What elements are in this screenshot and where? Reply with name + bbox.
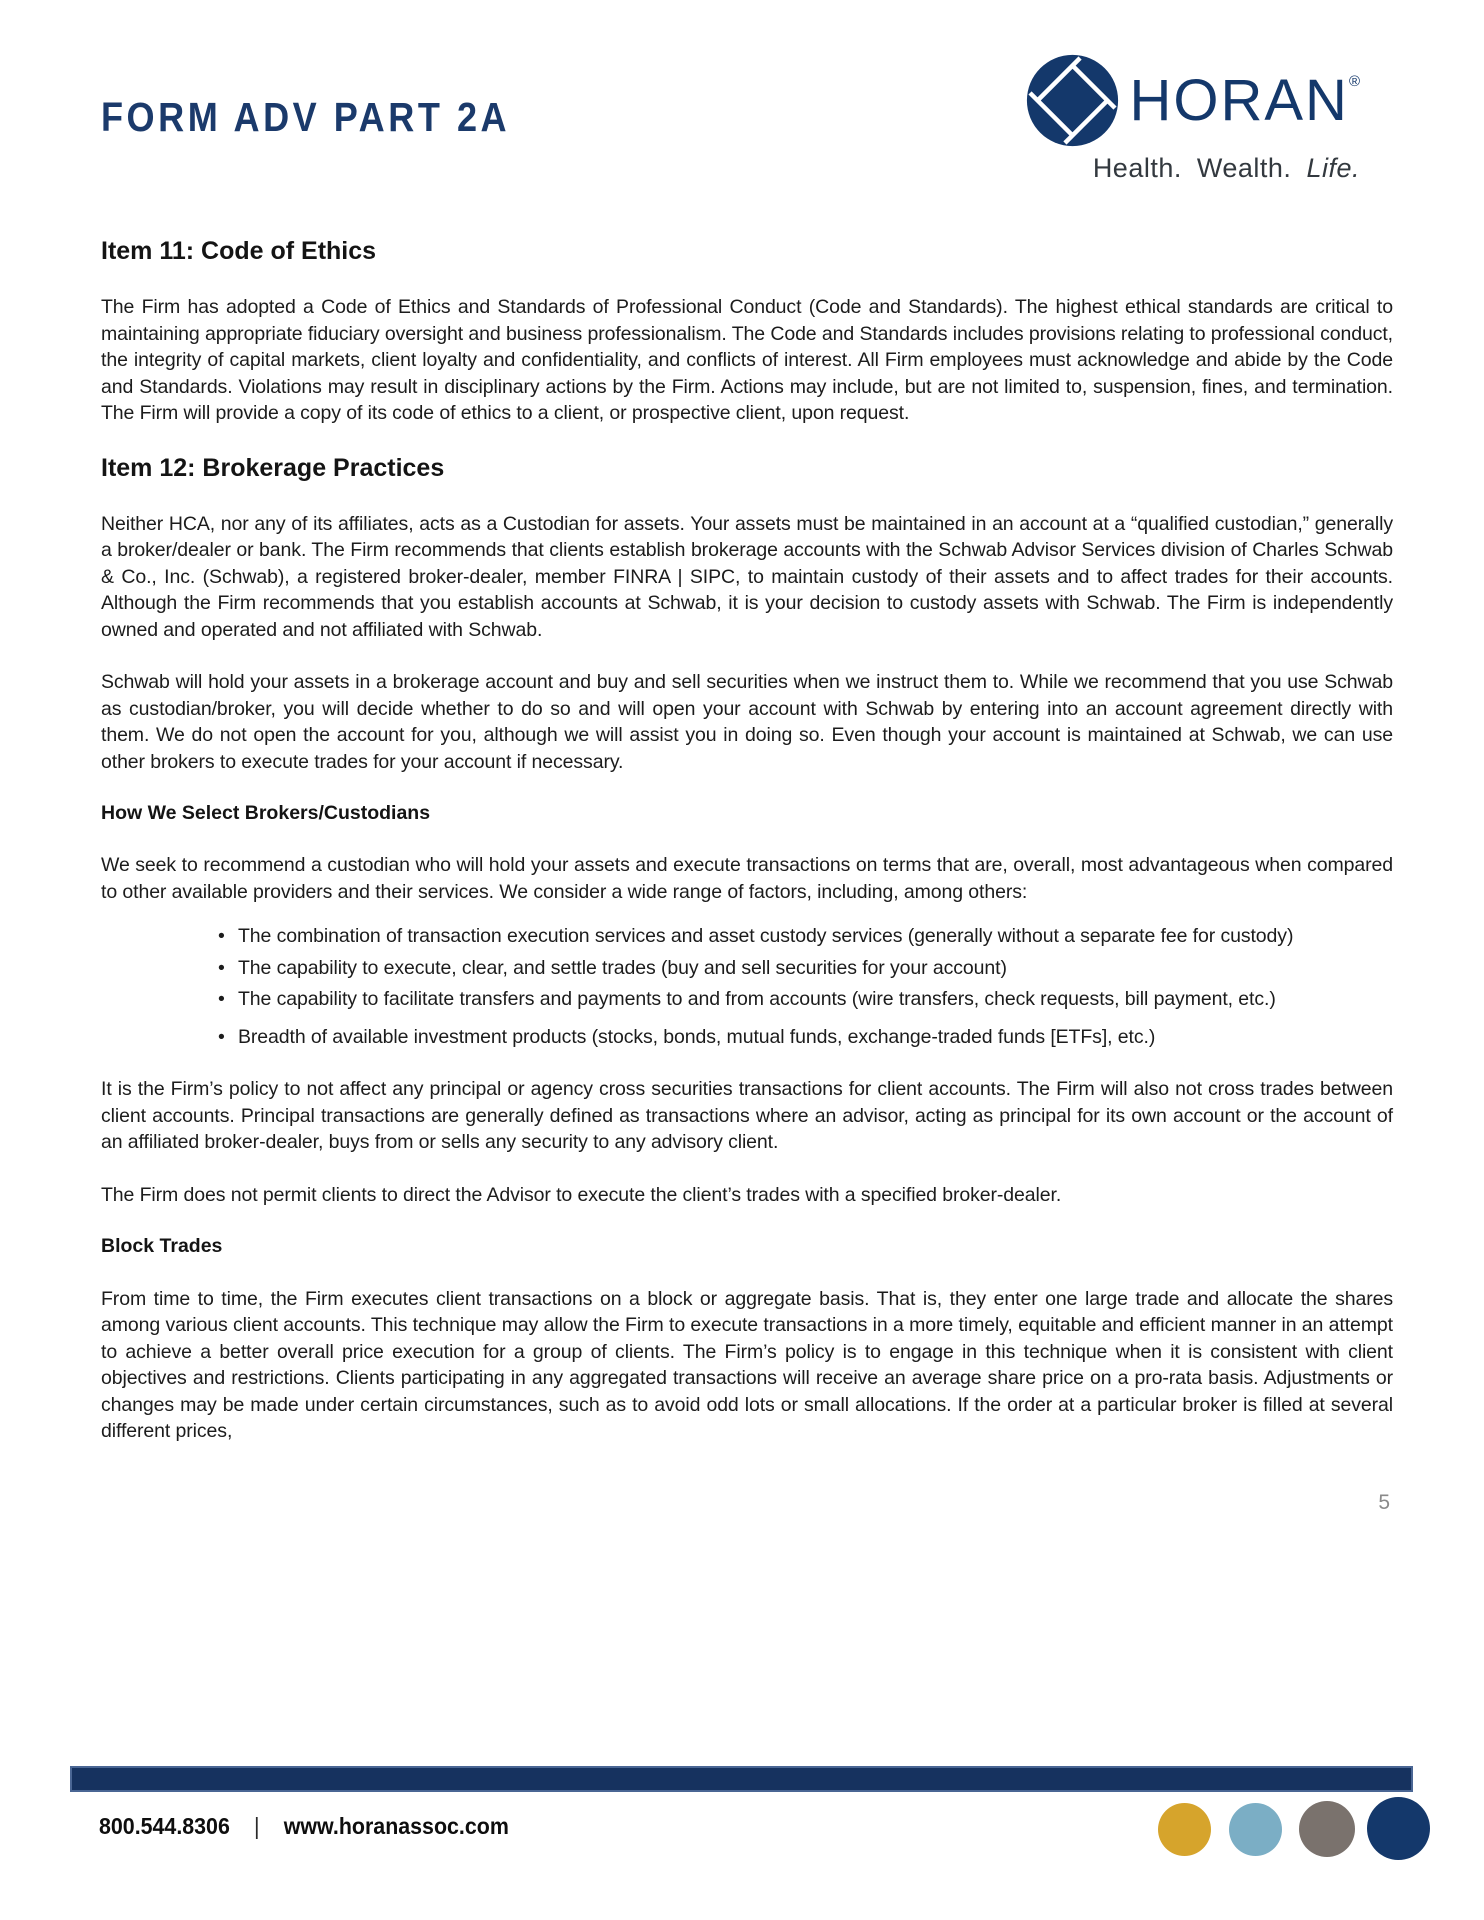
list-item: • The capability to execute, clear, and settle trades (buy and sell securities for your account)	[218, 955, 1393, 982]
brokers-custodians-intro: We seek to recommend a custodian who will hold your assets and execute transactions on terms that are, overall, most advantageous when compared to other available providers and their services. We consider a wide range of factors, including, among others:	[101, 854, 1393, 903]
logo-wordmark: HORAN®	[1129, 67, 1362, 133]
footer-website: www.horanassoc.com	[283, 1813, 509, 1839]
directed-brokerage-paragraph: The Firm does not permit clients to direct the Advisor to execute the client’s trades with a specified broker-dealer.	[101, 1183, 1062, 1206]
footer-phone: 800.544.8306	[99, 1813, 230, 1839]
footer-contact	[99, 1813, 509, 1840]
tagline-wealth: Wealth.	[1196, 153, 1292, 183]
item11-paragraph: The Firm has adopted a Code of Ethics and Standards of Professional Conduct (Code and Standards). The highest ethical standards are critical to maintaining appropriate fiduciary oversight and business professionalism. The Code and Standards includes provisions relating to professional conduct, the integrity of capital markets, client loyalty and confidentiality, and conflicts of interest. All Firm employees must acknowledge and abide by the Code and Standards. Violations may result in disciplinary actions by the Firm. Actions may include, but are not limited to, suspension, fines, and termination. The Firm will provide a copy of its code of ethics to a client, or prospective client, upon request.	[101, 296, 1393, 424]
document-body	[101, 236, 1393, 1471]
footer-dot-light-blue	[1229, 1803, 1282, 1856]
list-item: • The combination of transaction execution services and asset custody services (generally without a separate fee for custody)	[218, 923, 1393, 950]
broker-selection-factors-list	[101, 923, 1393, 1050]
footer-dot-navy	[1367, 1797, 1430, 1860]
tagline-health: Health.	[1092, 153, 1182, 183]
footer-dot-gray	[1299, 1801, 1355, 1857]
list-item: • The capability to facilitate transfers and payments to and from accounts (wire transfers, check requests, bill payment, etc.)	[218, 986, 1393, 1013]
logo-tagline	[1012, 153, 1362, 184]
item12-heading: Item 12: Brokerage Practices	[101, 453, 445, 482]
horan-logo	[1012, 52, 1362, 184]
footer-dot-gold	[1158, 1803, 1211, 1856]
tagline-life: Life.	[1306, 153, 1360, 183]
block-trades-heading: Block Trades	[101, 1235, 223, 1258]
footer-accent-bar	[70, 1766, 1413, 1792]
brokers-custodians-heading: How We Select Brokers/Custodians	[101, 802, 431, 824]
footer-separator: |	[254, 1813, 260, 1839]
block-trades-paragraph: From time to time, the Firm executes client transactions on a block or aggregate basis. That is, they enter one large trade and allocate the shares among various client accounts. This technique may allow the Firm to execute transactions in a more timely, equitable and efficient manner in an attempt to achieve a better overall price execution for a group of clients. The Firm’s policy is to engage in this technique when it is consistent with client objectives and restrictions. Clients participating in any aggregated transactions will receive an average share price on a pro-rata basis. Adjustments or changes may be made under certain circumstances, such as to avoid odd lots or small allocations. If the order at a particular broker is filled at several different prices,	[101, 1287, 1393, 1443]
page-number: 5	[1378, 1491, 1390, 1514]
page-title: FORM ADV PART 2A	[101, 94, 511, 140]
list-item: • Breadth of available investment products (stocks, bonds, mutual funds, exchange-traded funds [ETFs], etc.)	[218, 1024, 1393, 1051]
item12-paragraph-1: Neither HCA, nor any of its affiliates, acts as a Custodian for assets. Your assets must be maintained in an account at a “qualified custodian,” generally a broker/dealer or bank. The Firm recommends that clients establish brokerage accounts with the Schwab Advisor Services division of Charles Schwab & Co., Inc. (Schwab), a registered broker-dealer, member FINRA | SIPC, to maintain custody of their assets and to affect trades for their accounts. Although the Firm recommends that you establish accounts at Schwab, it is your decision to custody assets with Schwab. The Firm is independently owned and operated and not affiliated with Schwab.	[101, 512, 1393, 641]
horan-pinwheel-icon	[1024, 52, 1121, 149]
principal-transactions-paragraph: It is the Firm’s policy to not affect any principal or agency cross securities transactions for client accounts. The Firm will also not cross trades between client accounts. Principal transactions are generally defined as transactions where an advisor, acting as principal for its own account or the account of an affiliated broker-dealer, buys from or sells any security to any advisory client.	[101, 1078, 1393, 1154]
item11-heading: Item 11: Code of Ethics	[101, 237, 377, 265]
registered-trademark-symbol: ®	[1348, 72, 1362, 90]
item12-paragraph-2: Schwab will hold your assets in a brokerage account and buy and sell securities when we instruct them to. While we recommend that you use Schwab as custodian/broker, you will decide whether to do so and will open your account with Schwab by entering into an account agreement directly with them. We do not open the account for you, although we will assist you in doing so. Even though your account is maintained at Schwab, we can use other brokers to execute trades for your account if necessary.	[101, 671, 1393, 773]
